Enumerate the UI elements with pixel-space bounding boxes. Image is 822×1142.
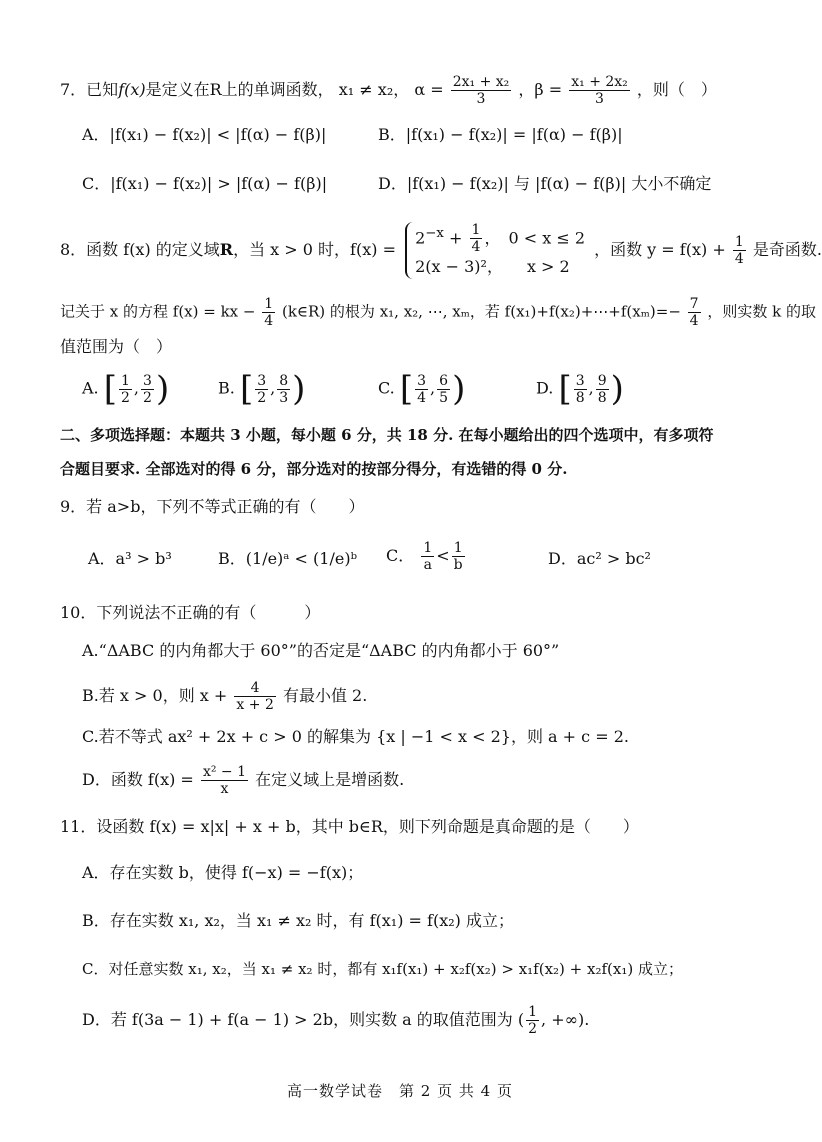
q8-line-2 [60, 296, 817, 329]
q8-line2-numerator: 1 [264, 296, 274, 312]
q8-option-d-open-bracket: [ [558, 369, 572, 409]
q8-case1-exponent: −x [425, 226, 444, 241]
q7-option-c: C．|f(x₁) − f(x₂)| > |f(α) − f(β)| [82, 174, 328, 193]
q8-b-den1: 2 [257, 389, 267, 406]
q8-domain-symbol: R [219, 240, 234, 260]
page-footer: 高一数学试卷 第 2 页 共 4 页 [287, 1082, 513, 1100]
q8-line2-denominator-2: 4 [689, 313, 699, 329]
q7-alpha-fraction [451, 74, 512, 107]
q8-line-3: 值范围为（ ） [60, 337, 173, 356]
q9-option-b-expression: (1/e)ᵃ < (1/e)ᵇ [245, 549, 357, 568]
q11-option-d-end: , +∞). [541, 1010, 590, 1029]
q10-option-b-end: 有最小值 2. [282, 686, 368, 705]
q7-option-a: A．|f(x₁) − f(x₂)| < |f(α) − f(β)| [82, 125, 327, 144]
q11-option-d-prefix: D．若 f(3a − 1) + f(a − 1) > 2b，则实数 a 的取值范围为 ( [82, 1010, 525, 1029]
q8-option-b-close-bracket: ) [292, 369, 306, 409]
q8-line2-numerator-2: 7 [689, 296, 699, 312]
q8-d-num2: 9 [597, 372, 607, 389]
q8-case1-fraction [470, 222, 483, 255]
q8-option-b-label: B. [218, 378, 235, 398]
q9-option-b-label: B． [218, 549, 246, 568]
section2-line-1: 二、多项选择题：本题共 3 小题，每小题 6 分，共 18 分. 在每小题给出的四个选项中，有多项符 [60, 426, 714, 444]
q8-option-c-upper [437, 373, 450, 406]
q10-option-b-fraction [234, 680, 275, 713]
q10-stem: 10．下列说法不正确的有（ ） [60, 603, 321, 622]
q10-option-c: C.若不等式 ax² + 2x + c > 0 的解集为 {x | −1 < x < 2}，则 a + c = 2. [82, 727, 629, 746]
q7-stem [60, 74, 760, 107]
q7-alpha-numerator: 2x₁ + x₂ [452, 74, 510, 90]
q8-option-c-open-bracket: [ [399, 369, 414, 409]
q8-after-fraction [733, 234, 746, 267]
q9-c-less-than: < [436, 546, 450, 565]
q8-stem-mid: ，当 x > 0 时，f(x) = [233, 240, 396, 260]
q8-c-num2: 6 [439, 372, 449, 389]
q8-d-num1: 3 [575, 372, 585, 389]
q10-option-a: A.“ΔABC 的内角都大于 60°”的否定是“ΔABC 的内角都小于 60°” [82, 641, 560, 660]
q8-option-d-close-bracket: ) [610, 369, 624, 409]
q8-option-a-open-bracket: [ [103, 369, 117, 409]
q11-d-denominator: 2 [528, 1021, 538, 1037]
q8-option-c-label: C. [378, 378, 395, 398]
q8-line2-fraction [262, 296, 275, 329]
q8-option-b-open-bracket: [ [239, 369, 254, 409]
q7-beta-numerator: x₁ + 2x₂ [571, 74, 628, 90]
q8-option-c: C. [ $\frac{3}{4}$ , $\frac{6}{5}$ ) [378, 369, 466, 409]
q8-option-d-label: D. [536, 378, 554, 398]
q7-alpha-lhs: α = [414, 80, 444, 99]
q8-d-den1: 8 [575, 389, 585, 406]
q7-beta-lhs: ，β = [518, 80, 563, 99]
q8-option-d: D. [ $\frac{3}{8}$ , $\frac{9}{8}$ ) [536, 369, 624, 409]
q8-option-a: A. [ $\frac{1}{2}$ , $\frac{3}{2}$ ) [82, 369, 170, 409]
q8-option-a-label: A. [82, 378, 99, 398]
q10-b-numerator: 4 [234, 680, 275, 697]
q7-stem-prefix: 7．已知 [60, 80, 119, 99]
q8-option-b-lower [255, 373, 268, 406]
q7-condition: x₁ ≠ x₂， [338, 80, 410, 99]
q10-option-d [82, 764, 404, 797]
q8-line2-fraction-2 [688, 296, 701, 329]
q9-c-num1: 1 [423, 540, 433, 556]
q8-case1-base: 2 [415, 228, 426, 248]
q7-beta-denominator: 3 [595, 91, 604, 107]
q9-option-b [218, 548, 357, 570]
q10-option-d-end: 在定义域上是增函数. [255, 770, 405, 789]
q10-option-d-fraction [201, 764, 248, 797]
q11-option-d-fraction [526, 1004, 539, 1037]
q8-option-d-lower [574, 373, 587, 406]
q8-option-c-close-bracket: ) [452, 369, 466, 409]
q8-c-den1: 4 [417, 389, 427, 406]
q8-a-num2: 3 [143, 372, 152, 389]
q8-stem [60, 222, 822, 279]
q9-option-c-left [421, 540, 434, 573]
q8-a-den2: 2 [143, 389, 152, 406]
q8-case1-denominator: 4 [471, 239, 481, 256]
q8-line2-prefix: 记关于 x 的方程 f(x) = kx − [60, 302, 256, 321]
q9-c-num2: 1 [452, 540, 465, 557]
q8-after-denominator: 4 [734, 251, 744, 268]
q8-c-den2: 5 [439, 389, 449, 406]
q8-stem-prefix: 8．函数 f(x) 的定义域 [60, 240, 220, 260]
q11-option-a: A．存在实数 b，使得 f(−x) = −f(x)； [82, 863, 364, 882]
q9-stem: 9．若 a>b，下列不等式正确的有（ ） [60, 497, 365, 516]
q7-stem-end: ，则（ ） [636, 80, 717, 99]
q8-option-b: B. [ $\frac{3}{2}$ , $\frac{8}{3}$ ) [218, 369, 306, 409]
q7-option-d: D．|f(x₁) − f(x₂)| 与 |f(α) − f(β)| 大小不确定 [378, 174, 712, 193]
q9-option-c [386, 540, 467, 573]
q7-function: f(x) [118, 80, 146, 99]
q8-case-1 [415, 222, 585, 255]
q8-option-a-upper [141, 373, 154, 406]
q10-option-d-prefix: D．函数 f(x) = [82, 770, 194, 789]
q8-option-a-lower [119, 373, 132, 406]
q8-case1-plus: + [443, 228, 468, 248]
q11-option-d [82, 1004, 589, 1037]
q8-line2-end: ，则实数 k 的取 [707, 302, 817, 321]
q9-option-c-label: C． [386, 546, 415, 565]
q11-option-b: B．存在实数 x₁, x₂，当 x₁ ≠ x₂ 时，有 f(x₁) = f(x₂) 成立； [82, 911, 514, 930]
q7-option-b: B．|f(x₁) − f(x₂)| = |f(α) − f(β)| [378, 125, 623, 144]
q8-b-num1: 3 [257, 372, 267, 389]
q9-c-den1: a [423, 557, 432, 573]
q8-piecewise [405, 222, 585, 279]
q8-after-end: 是奇函数. [752, 240, 822, 260]
q10-option-b-prefix: B.若 x > 0，则 x + [82, 686, 228, 705]
q8-a-num1: 1 [121, 372, 130, 389]
section2-line-2: 合题目要求. 全部选对的得 6 分，部分选对的按部分得分，有选错的得 0 分. [60, 460, 568, 478]
q8-case-2: 2(x − 3)²， x > 2 [415, 257, 570, 277]
q9-option-d: D．ac² > bc² [548, 549, 651, 568]
q7-beta-fraction [569, 74, 630, 107]
q8-option-c-lower [415, 373, 428, 406]
q10-d-denominator: x [220, 781, 229, 797]
q8-option-d-upper [596, 373, 609, 406]
q11-stem: 11．设函数 f(x) = x|x| + x + b，其中 b∈R，则下列命题是真命题的是（ ） [60, 817, 639, 836]
q7-stem-mid: 是定义在R上的单调函数， [145, 80, 334, 99]
q9-c-den2: b [453, 557, 463, 573]
q10-b-denominator: x + 2 [236, 697, 274, 713]
q10-d-numerator: x² − 1 [202, 764, 246, 780]
q8-after-numerator: 1 [734, 234, 744, 251]
q8-case1-condition: ， 0 < x ≤ 2 [484, 228, 585, 248]
q11-option-c: C．对任意实数 x₁, x₂，当 x₁ ≠ x₂ 时，都有 x₁f(x₁) + x₂f(x₂) > x₁f(x₂) + x₂f(x₁) 成立； [82, 960, 683, 978]
q7-alpha-denominator: 3 [476, 91, 486, 107]
q8-option-a-close-bracket: ) [155, 369, 170, 409]
q9-option-c-right [452, 540, 465, 573]
q8-a-den1: 2 [121, 389, 130, 406]
q8-line2-mid: (k∈R) 的根为 x₁, x₂, ⋯, xₘ，若 f(x₁)+f(x₂)+⋯+f(xₘ)=− [281, 302, 681, 321]
q8-b-num2: 8 [279, 372, 289, 389]
q11-d-numerator: 1 [528, 1004, 538, 1020]
q10-option-b [82, 680, 367, 713]
q8-case1-numerator: 1 [471, 222, 481, 239]
q8-b-den2: 3 [279, 389, 289, 406]
q8-option-b-upper [277, 373, 290, 406]
q8-line2-denominator: 4 [264, 313, 274, 329]
q8-d-den2: 8 [597, 389, 607, 406]
q8-c-num1: 3 [417, 372, 427, 389]
q8-after: ，函数 y = f(x) + [594, 240, 726, 260]
q9-option-a: A．a³ > b³ [88, 549, 172, 568]
